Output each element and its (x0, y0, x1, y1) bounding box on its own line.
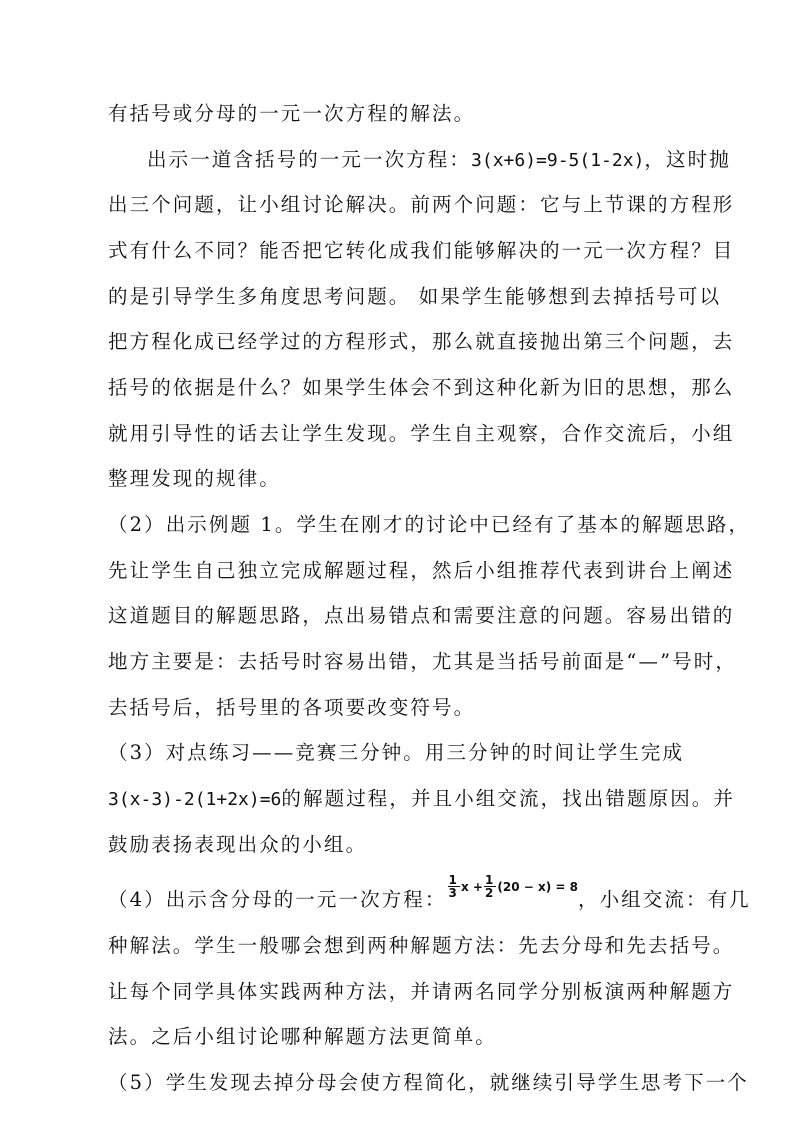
fraction (448, 874, 460, 899)
text-line: （5）学生发现去掉分母会使方程简化，就继续引导学生思考下一个 (108, 1071, 749, 1094)
fraction-denominator: 2 (484, 886, 496, 900)
text-span: 出示一道含括号的一元一次方程： (147, 148, 472, 171)
equation-text: (20 − x) = 8 (497, 879, 578, 894)
text-line: 的是引导学生多角度思考问题。 如果学生能够想到去掉括号可以 (108, 285, 722, 308)
equation-inline: 3(x+6)=9-5(1-2x) (471, 150, 645, 171)
text-span: 的解题过程，并且小组交流，找出错题原因。并 (281, 787, 735, 810)
fraction-equation (447, 872, 578, 901)
text-line: 出三个问题，让小组讨论解决。前两个问题：它与上节课的方程形 (108, 193, 735, 216)
text-line: 式有什么不同？能否把它转化成我们能够解决的一元一次方程？目 (108, 239, 735, 262)
text-span: ，这时抛 (644, 148, 731, 171)
text-line: 先让学生自己独立完成解题过程，然后小组推荐代表到讲台上阐述 (108, 559, 735, 582)
fraction-numerator: 1 (448, 873, 459, 887)
equation-text: x + (460, 879, 483, 894)
text-line: 有括号或分母的一元一次方程的解法。 (108, 102, 476, 125)
text-line (108, 785, 735, 813)
text-line: 整理发现的规律。 (108, 467, 281, 490)
text-line: 法。之后小组讨论哪种解题方法更简单。 (108, 1025, 497, 1048)
text-span: （4）出示含分母的一元一次方程： (108, 888, 447, 911)
text-line: （3）对点练习——竞赛三分钟。用三分钟的时间让学生完成 (108, 741, 685, 764)
text-line: 就用引导性的话去让学生发现。学生自主观察，合作交流后，小组 (108, 422, 735, 445)
text-line: 这道题目的解题思路，点出易错点和需要注意的问题。容易出错的 (108, 604, 735, 627)
text-line: 种解法。学生一般哪会想到两种解题方法：先去分母和先去括号。 (108, 934, 735, 957)
fraction (484, 874, 496, 899)
text-line: （2）出示例题 1。学生在刚才的讨论中已经有了基本的解题思路， (108, 513, 751, 536)
fraction-denominator: 3 (448, 886, 459, 900)
equation-inline: 3(x-3)-2(1+2x)=6 (108, 789, 282, 810)
text-line (108, 873, 751, 920)
text-line (147, 146, 731, 174)
text-line: 让每个同学具体实践两种方法，并请两名同学分别板演两种解题方 (108, 980, 735, 1003)
text-line: 鼓励表扬表现出众的小组。 (108, 833, 368, 856)
text-line: 括号的依据是什么？如果学生体会不到这种化新为旧的思想，那么 (108, 376, 735, 399)
text-line: 地方主要是：去括号时容易出错，尤其是当括号前面是“—”号时， (108, 650, 737, 673)
text-span: ，小组交流：有几 (577, 888, 751, 911)
text-line: 把方程化成已经学过的方程形式，那么就直接抛出第三个问题，去 (108, 330, 735, 353)
fraction-numerator: 1 (484, 873, 496, 887)
text-line: 去括号后，括号里的各项要改变符号。 (108, 696, 476, 719)
